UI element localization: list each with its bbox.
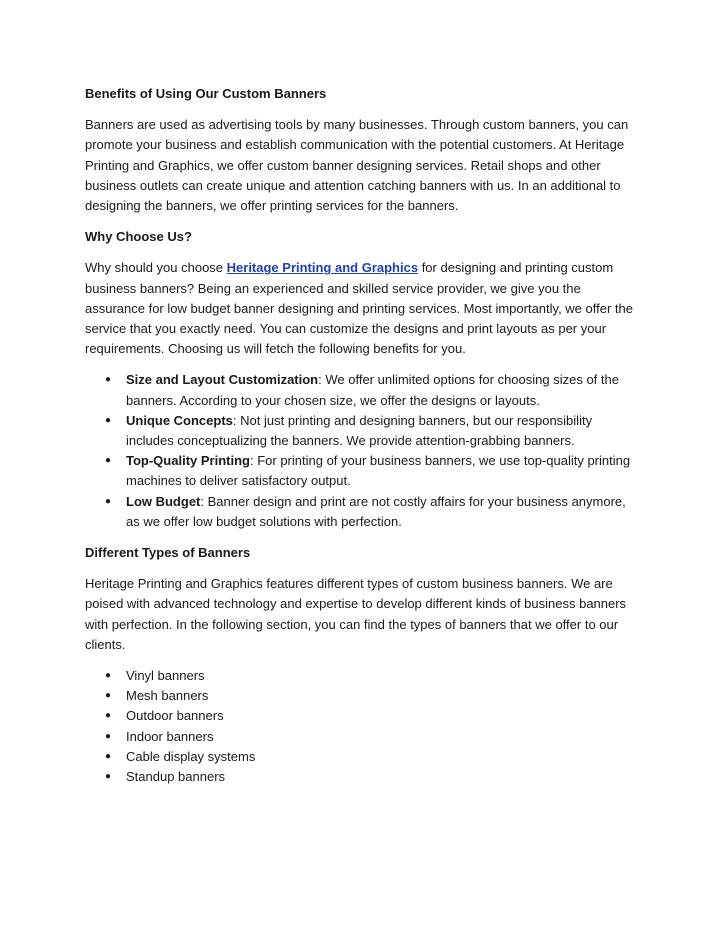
heading-banner-types: Different Types of Banners <box>85 545 251 561</box>
bullet-icon: ● <box>105 670 112 682</box>
benefit-text: : We offer unlimited options for choosing sizes of the banners. According to your chosen size, we offer the designs or layouts. <box>126 372 619 408</box>
bullet-icon: ● <box>105 374 112 386</box>
paragraph-why-choose-us <box>85 258 637 359</box>
benefit-title: Size and Layout Customization <box>126 372 319 388</box>
banner-type-label: Standup banners <box>126 769 226 785</box>
list-item <box>85 411 637 451</box>
benefit-title: Top-Quality Printing <box>126 453 250 469</box>
paragraph-benefits: Banners are used as advertising tools by many businesses. Through custom banners, you can promote your business and establish communication with the potential customers. At Heritage Printing and Graphics, we offer custom banner designing services. Retail shops and other business outlets can create unique and attention catching banners with us. In an additional to designing the banners, we offer printing services for the banners. <box>85 117 629 214</box>
benefit-title: Low Budget <box>126 493 201 509</box>
paragraph-banner-types: Heritage Printing and Graphics features different types of custom business banners. We are poised with advanced technology and expertise to develop different kinds of business banners with perfection. In the following section, you can find the types of banners that we offer to our clients. <box>85 576 627 652</box>
banner-type-label: Vinyl banners <box>126 668 205 684</box>
bullet-icon: ● <box>105 771 112 783</box>
list-item <box>85 706 637 726</box>
bullet-icon: ● <box>105 710 112 722</box>
benefit-title: Unique Concepts <box>126 412 233 428</box>
list-item <box>85 492 637 532</box>
list-item <box>85 686 637 706</box>
heading-why-choose-us: Why Choose Us? <box>85 229 192 245</box>
bullet-icon: ● <box>105 690 112 702</box>
banner-type-label: Cable display systems <box>126 748 256 764</box>
document-page <box>85 84 637 798</box>
banner-type-label: Indoor banners <box>126 728 214 744</box>
heritage-link[interactable]: Heritage Printing and Graphics <box>226 260 419 276</box>
bullet-icon: ● <box>105 730 112 742</box>
benefits-list <box>85 370 637 532</box>
bullet-icon: ● <box>105 455 112 467</box>
benefit-text: : Banner design and print are not costly affairs for your business anymore, as we offer low budget solutions with perfection. <box>126 493 626 529</box>
list-item <box>85 767 637 787</box>
bullet-icon: ● <box>105 750 112 762</box>
bullet-icon: ● <box>105 495 112 507</box>
list-item <box>85 370 637 410</box>
banner-type-label: Mesh banners <box>126 688 209 704</box>
list-item <box>85 727 637 747</box>
banner-types-list <box>85 666 637 787</box>
list-item <box>85 666 637 686</box>
heading-benefits: Benefits of Using Our Custom Banners <box>85 86 327 101</box>
benefit-text: : Not just printing and designing banners, but our responsibility includes conceptualizing the banners. We provide attention-grabbing banners. <box>126 412 593 449</box>
bullet-icon: ● <box>105 414 112 426</box>
banner-type-label: Outdoor banners <box>126 708 224 724</box>
why-text-before-link: Why should you choose <box>85 260 227 276</box>
list-item <box>85 747 637 767</box>
list-item <box>85 451 637 491</box>
benefit-text: : For printing of your business banners, we use top-quality printing machines to deliver satisfactory output. <box>126 453 631 489</box>
why-text-after-link: for designing and printing custom business banners? Being an experienced and skilled service provider, we give you the assurance for low budget banner designing and printing services. Most importantly, we offer the service that you exactly need. You can customize the designs and print layouts as per your requirements. Choosing us will fetch the following benefits for you. <box>85 260 633 357</box>
